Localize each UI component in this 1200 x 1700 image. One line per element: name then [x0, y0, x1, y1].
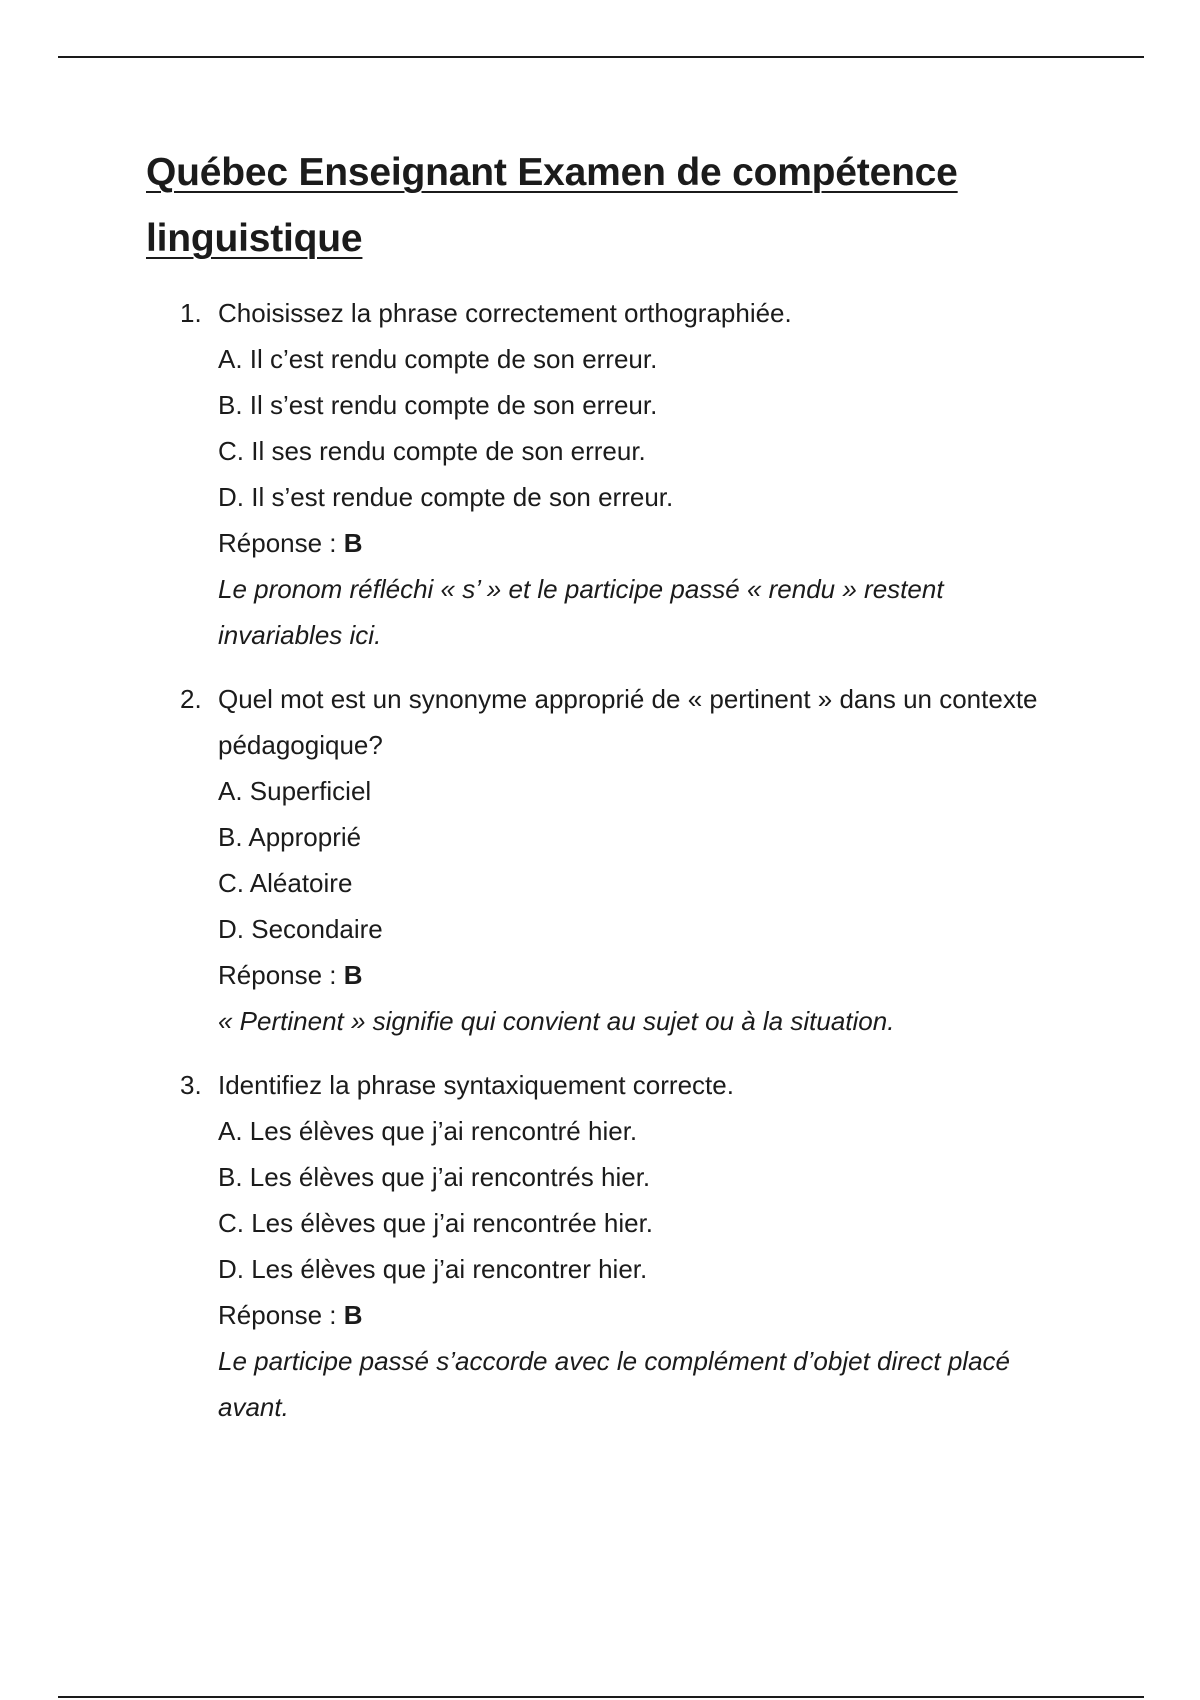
question-list — [146, 290, 1056, 1430]
option-c: C. Il ses rendu compte de son erreur. — [218, 436, 646, 466]
page-title: Québec Enseignant Examen de compétence linguistique — [146, 151, 958, 260]
document-body — [146, 140, 1056, 1448]
answer-line — [218, 520, 1056, 566]
question-number: 3. — [180, 1070, 202, 1100]
question-item — [146, 676, 1056, 1044]
answer-line — [218, 1292, 1056, 1338]
option-b: B. Approprié — [218, 822, 362, 852]
option-a: A. Il c’est rendu compte de son erreur. — [218, 344, 658, 374]
header-rule — [58, 56, 1144, 58]
option-d: D. Il s’est rendue compte de son erreur. — [218, 482, 674, 512]
explanation: Le pronom réfléchi « s’ » et le participe passé « rendu » restent invariables ici. — [218, 574, 944, 650]
option-a: A. Les élèves que j’ai rencontré hier. — [218, 1116, 638, 1146]
question-number: 2. — [180, 684, 202, 714]
option-a: A. Superficiel — [218, 776, 372, 806]
question-number: 1. — [180, 298, 202, 328]
footer-rule — [58, 1696, 1144, 1698]
answer-value: B — [343, 960, 363, 990]
answer-label: Réponse : — [218, 528, 337, 558]
option-d: D. Les élèves que j’ai rencontrer hier. — [218, 1254, 648, 1284]
option-b: B. Il s’est rendu compte de son erreur. — [218, 390, 658, 420]
answer-label: Réponse : — [218, 1300, 337, 1330]
option-d: D. Secondaire — [218, 914, 383, 944]
option-c: C. Les élèves que j’ai rencontrée hier. — [218, 1208, 654, 1238]
question-prompt: Quel mot est un synonyme approprié de « pertinent » dans un contexte pédagogique? — [218, 684, 1038, 760]
explanation: « Pertinent » signifie qui convient au sujet ou à la situation. — [218, 1006, 895, 1036]
answer-line — [218, 952, 1056, 998]
answer-label: Réponse : — [218, 960, 337, 990]
answer-value: B — [343, 528, 363, 558]
explanation: Le participe passé s’accorde avec le complément d’objet direct placé avant. — [218, 1346, 1010, 1422]
answer-value: B — [343, 1300, 363, 1330]
question-item — [146, 1062, 1056, 1430]
option-c: C. Aléatoire — [218, 868, 353, 898]
question-item — [146, 290, 1056, 658]
question-prompt: Choisissez la phrase correctement orthographiée. — [218, 298, 792, 328]
option-b: B. Les élèves que j’ai rencontrés hier. — [218, 1162, 651, 1192]
question-prompt: Identifiez la phrase syntaxiquement correcte. — [218, 1070, 734, 1100]
